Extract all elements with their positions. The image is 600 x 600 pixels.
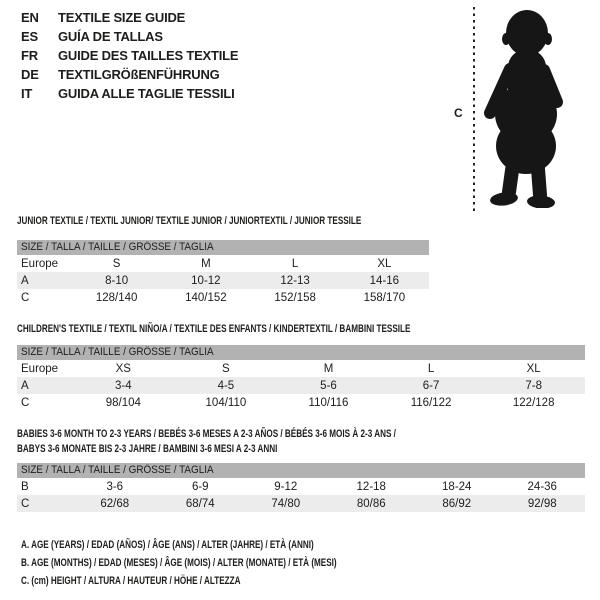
age-cell: 3-4 [114,379,132,392]
language-row [21,46,238,65]
legend-line-c: C. (cm) HEIGHT / ALTURA / HAUTEUR / HÖHE / ALTEZZA [21,575,241,587]
height-label-c: C [454,106,463,120]
height-cell: 92/98 [527,497,557,510]
row-label: Europe [21,257,59,270]
size-cell: XL [526,362,541,375]
language-code: FR [21,48,38,63]
age-cell: 8-10 [105,274,129,287]
age-cell: 12-13 [280,274,310,287]
table-row [17,394,585,411]
language-label: GUIDE DES TAILLES TEXTILE [58,48,239,63]
height-cell: 74/80 [271,497,301,510]
age-cell: 5-6 [320,379,337,392]
row-label: Europe [21,362,59,375]
language-code: IT [21,86,33,101]
language-row [21,65,238,84]
age-cell: 9-12 [274,480,298,493]
size-header-bar: SIZE / TALLA / TAILLE / GRÖSSE / TAGLIA [17,345,585,360]
legend-line-a: A. AGE (YEARS) / EDAD (AÑOS) / ÂGE (ANS) / ALTER (JAHRE) / ETÀ (ANNI) [21,539,314,551]
size-cell: M [201,257,211,270]
size-cell: M [323,362,334,375]
size-cell: XS [115,362,131,375]
table-row [17,360,585,377]
babies-size-table [17,427,585,512]
table-row [17,272,429,289]
table-row [17,377,585,394]
age-cell: 24-36 [527,480,557,493]
age-cell: 6-7 [422,379,440,392]
age-cell: 12-18 [356,480,386,493]
height-cell: 80/86 [356,497,386,510]
size-cell: S [222,362,230,375]
height-cell: 104/110 [205,396,247,409]
row-label: A [21,274,29,287]
size-cell: XL [377,257,392,270]
baby-silhouette-icon [481,6,567,208]
height-cell: 122/128 [512,396,555,409]
table-row [17,478,585,495]
height-cell: 158/170 [363,291,406,304]
language-code: DE [21,67,39,82]
row-label: C [21,291,30,304]
row-label: B [21,480,29,493]
legend-line-b: B. AGE (MONTHS) / EDAD (MESES) / ÂGE (MOIS) / ALTER (MONATE) / ETÀ (MESI) [21,557,337,569]
children-size-table [17,322,585,411]
age-cell: 7-8 [525,379,542,392]
language-label: GUIDA ALLE TAGLIE TESSILI [58,86,235,101]
age-cell: 10-12 [191,274,221,287]
size-header-bar: SIZE / TALLA / TAILLE / GRÖSSE / TAGLIA [17,240,429,255]
table-row [17,495,585,512]
height-cell: 128/140 [95,291,138,304]
age-cell: 3-6 [106,480,124,493]
row-label: A [21,379,29,392]
junior-size-table [17,214,429,306]
table-row [17,289,429,306]
size-cell: L [427,362,435,375]
language-label: TEXTILE SIZE GUIDE [58,10,186,25]
size-cell: L [291,257,299,270]
table-title: CHILDREN'S TEXTILE / TEXTIL NIÑO/A / TEXTILE DES ENFANTS / KINDERTEXTIL / BAMBINI TESSILE [17,323,411,335]
row-label: C [21,396,30,409]
language-row [21,27,238,46]
table-title: BABIES 3-6 MONTH TO 2-3 YEARS / BEBÉS 3-6 MESES A 2-3 AÑOS / BÉBÉS 3-6 MOIS À 2-3 ANS / BABYS 3-6 MONATE BIS 2-3 JAHRE / BAMBINI 3-6 MESI A 2-3 ANNI [17,428,396,455]
legend [21,536,448,590]
height-cell: 116/122 [410,396,452,409]
language-header [21,8,238,103]
row-label: C [21,497,30,510]
age-cell: 14-16 [369,274,400,287]
height-cell: 86/92 [442,497,472,510]
language-label: TEXTILGRÖßENFÜHRUNG [58,67,220,82]
height-cell: 110/116 [308,396,349,409]
age-cell: 6-9 [191,480,209,493]
size-header-bar: SIZE / TALLA / TAILLE / GRÖSSE / TAGLIA [17,463,585,478]
height-dotted-line [473,7,475,212]
height-cell: 98/104 [105,396,141,409]
age-cell: 4-5 [217,379,235,392]
language-label: GUÍA DE TALLAS [58,29,163,44]
language-row [21,84,238,103]
table-title: JUNIOR TEXTILE / TEXTIL JUNIOR/ TEXTILE JUNIOR / JUNIORTEXTIL / JUNIOR TESSILE [17,215,362,227]
size-cell: S [112,257,121,270]
language-row [21,8,238,27]
age-cell: 18-24 [442,480,472,493]
height-cell: 152/158 [274,291,316,304]
height-cell: 62/68 [100,497,130,510]
language-code: ES [21,29,38,44]
height-cell: 140/152 [185,291,227,304]
language-code: EN [21,10,39,25]
table-row [17,255,429,272]
height-cell: 68/74 [185,497,215,510]
